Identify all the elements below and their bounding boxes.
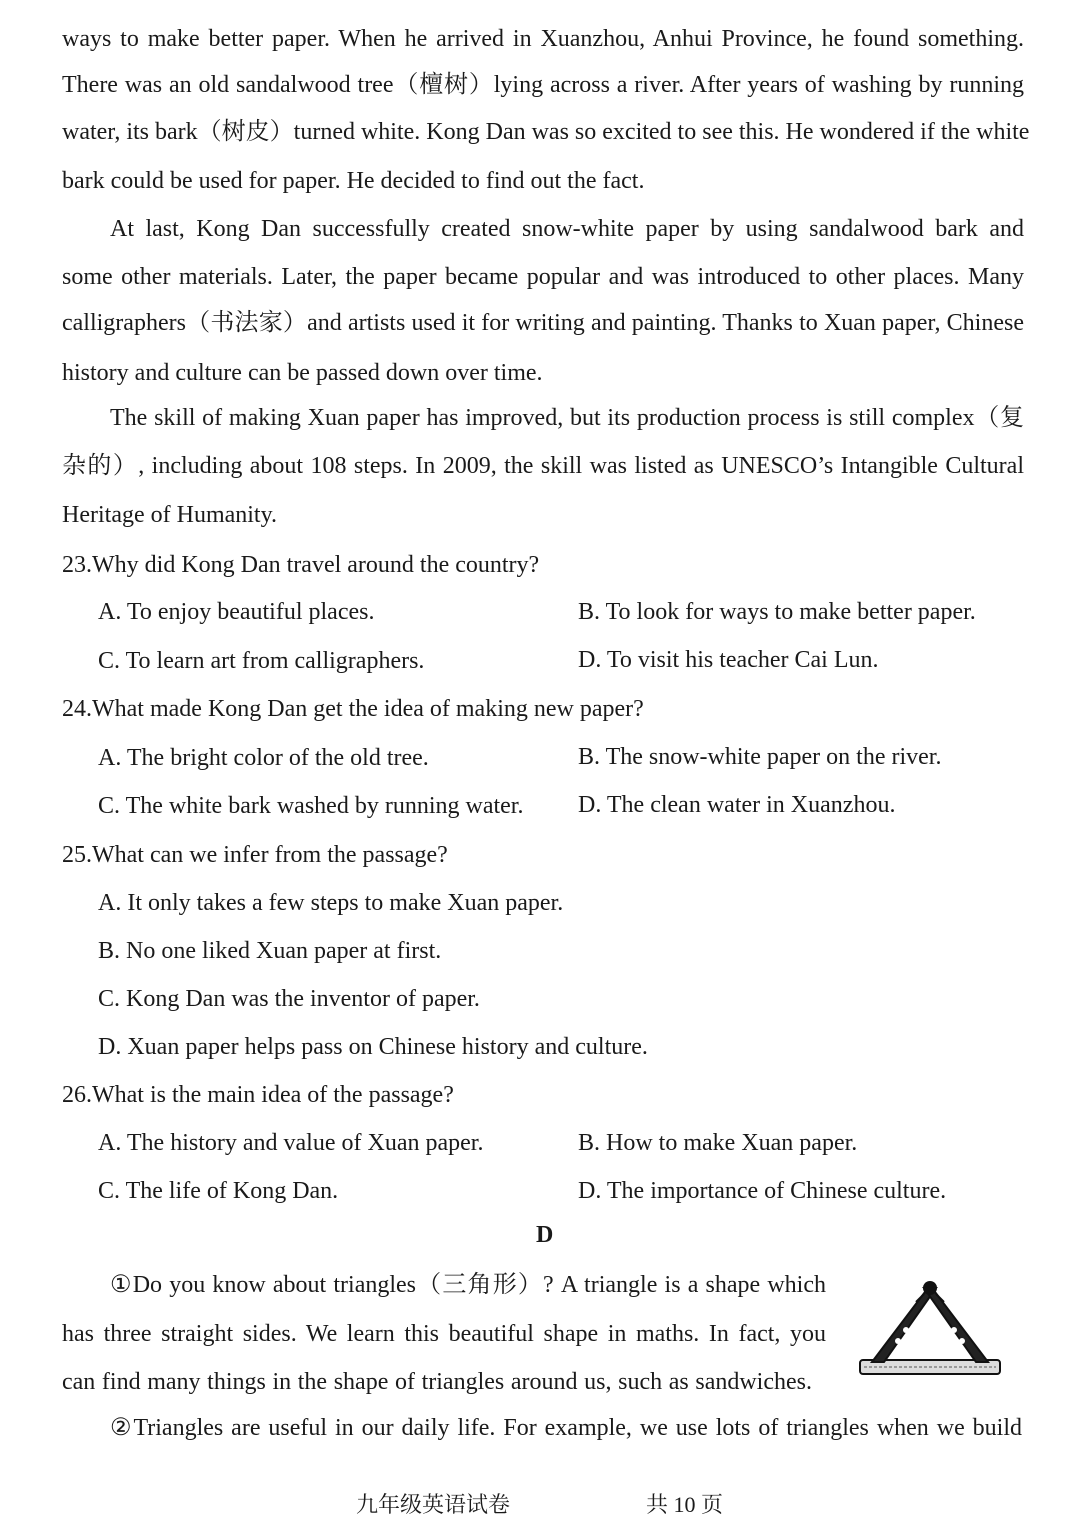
answer-option: D. The importance of Chinese culture. bbox=[578, 1178, 947, 1204]
answer-option: C. Kong Dan was the inventor of paper. bbox=[98, 986, 480, 1012]
passage-line: has three straight sides. We learn this beautiful shape in maths. In fact, you bbox=[62, 1321, 826, 1347]
passage-line: There was an old sandalwood tree（檀树）lying across a river. After years of washing by running bbox=[62, 72, 1024, 98]
passage-line: some other materials. Later, the paper became popular and was introduced to other places. Many bbox=[62, 264, 1024, 290]
passage-line: The skill of making Xuan paper has improved, but its production process is still complex（复 bbox=[110, 405, 1024, 431]
answer-option: A. The bright color of the old tree. bbox=[98, 745, 429, 771]
passage-line: water, its bark（树皮）turned white. Kong Dan was so excited to see this. He wondered if the white bbox=[62, 119, 1030, 145]
passage-line: ②Triangles are useful in our daily life. For example, we use lots of triangles when we build bbox=[110, 1415, 1022, 1441]
answer-option: C. To learn art from calligraphers. bbox=[98, 648, 425, 674]
answer-option: D. Xuan paper helps pass on Chinese history and culture. bbox=[98, 1034, 648, 1060]
question-stem: 25.What can we infer from the passage? bbox=[62, 842, 448, 868]
passage-line: ①Do you know about triangles（三角形）? A triangle is a shape which bbox=[110, 1272, 826, 1298]
passage-line: calligraphers（书法家）and artists used it for writing and painting. Thanks to Xuan paper, Chinese bbox=[62, 310, 1024, 336]
answer-option: D. To visit his teacher Cai Lun. bbox=[578, 647, 879, 673]
answer-option: C. The white bark washed by running water. bbox=[98, 793, 524, 819]
answer-option: B. The snow-white paper on the river. bbox=[578, 744, 942, 770]
passage-line: ways to make better paper. When he arrived in Xuanzhou, Anhui Province, he found something. bbox=[62, 26, 1024, 52]
section-heading: D bbox=[536, 1222, 554, 1248]
question-stem: 23.Why did Kong Dan travel around the country? bbox=[62, 552, 540, 578]
answer-option: A. The history and value of Xuan paper. bbox=[98, 1130, 484, 1156]
passage-line: Heritage of Humanity. bbox=[62, 502, 278, 528]
answer-option: C. The life of Kong Dan. bbox=[98, 1178, 339, 1204]
answer-option: D. The clean water in Xuanzhou. bbox=[578, 792, 896, 818]
passage-line: At last, Kong Dan successfully created snow-white paper by using sandalwood bark and bbox=[110, 216, 1024, 242]
answer-option: A. To enjoy beautiful places. bbox=[98, 599, 375, 625]
triangle-illustration bbox=[856, 1278, 1004, 1386]
question-stem: 24.What made Kong Dan get the idea of making new paper? bbox=[62, 696, 644, 722]
footer-page-count: 共 10 页 bbox=[646, 1492, 724, 1517]
answer-option: A. It only takes a few steps to make Xuan paper. bbox=[98, 890, 564, 916]
triangle-left-side bbox=[872, 1288, 936, 1362]
passage-line: history and culture can be passed down over time. bbox=[62, 360, 543, 386]
passage-line: bark could be used for paper. He decided to find out the fact. bbox=[62, 168, 645, 194]
answer-option: B. No one liked Xuan paper at first. bbox=[98, 938, 442, 964]
question-stem: 26.What is the main idea of the passage? bbox=[62, 1082, 454, 1108]
footer-title: 九年级英语试卷 bbox=[356, 1492, 511, 1517]
answer-option: B. To look for ways to make better paper. bbox=[578, 599, 976, 625]
triangle-top-knot bbox=[923, 1281, 937, 1295]
passage-line: 杂的）, including about 108 steps. In 2009, the skill was listed as UNESCO’s Intangible Cultural bbox=[62, 453, 1024, 479]
triangle-right-side bbox=[924, 1288, 988, 1362]
answer-option: B. How to make Xuan paper. bbox=[578, 1130, 858, 1156]
passage-line: can find many things in the shape of triangles around us, such as sandwiches. bbox=[62, 1369, 812, 1395]
